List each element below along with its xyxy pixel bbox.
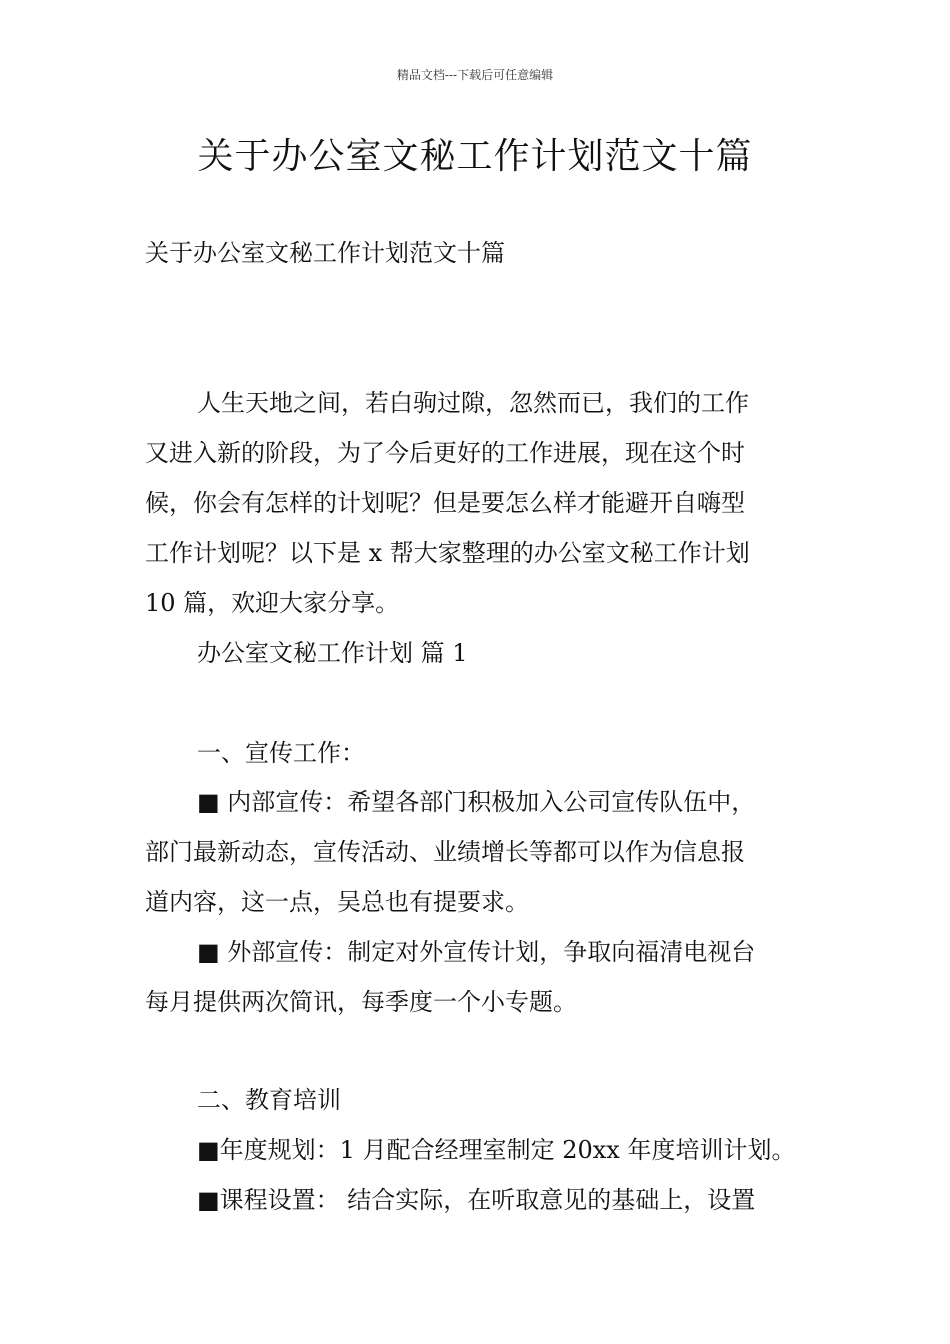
intro-line-2: 又进入新的阶段，为了今后更好的工作进展，现在这个时 bbox=[145, 439, 745, 467]
part1-heading: 一、宣传工作： bbox=[197, 739, 365, 767]
part2-item2: ■课程设置： 结合实际，在听取意见的基础上，设置 bbox=[197, 1186, 756, 1214]
intro-line-1: 人生天地之间，若白驹过隙，忽然而已，我们的工作 bbox=[197, 389, 749, 417]
intro-line-3: 候，你会有怎样的计划呢？但是要怎么样才能避开自嗨型 bbox=[145, 489, 745, 517]
document-title: 关于办公室文秘工作计划范文十篇 bbox=[197, 136, 753, 177]
part1-item1-line-1: ■ 内部宣传：希望各部门积极加入公司宣传队伍中， bbox=[197, 788, 756, 816]
section-heading: 办公室文秘工作计划 篇 1 bbox=[197, 639, 468, 667]
document-subtitle: 关于办公室文秘工作计划范文十篇 bbox=[145, 239, 505, 267]
part1-item1-line-3: 道内容，这一点，吴总也有提要求。 bbox=[145, 888, 529, 916]
part1-item2-line-1: ■ 外部宣传：制定对外宣传计划，争取向福清电视台 bbox=[197, 938, 756, 966]
page-header: 精品文档---下载后可任意编辑 bbox=[396, 68, 554, 82]
part1-item2-line-2: 每月提供两次简讯，每季度一个小专题。 bbox=[145, 988, 577, 1016]
part2-heading: 二、教育培训 bbox=[197, 1086, 341, 1114]
part1-item1-line-2: 部门最新动态，宣传活动、业绩增长等都可以作为信息报 bbox=[145, 838, 745, 866]
intro-line-4: 工作计划呢？以下是 x 帮大家整理的办公室文秘工作计划 bbox=[145, 539, 750, 567]
part2-item1: ■年度规划：1 月配合经理室制定 20xx 年度培训计划。 bbox=[197, 1136, 796, 1164]
intro-line-5: 10 篇，欢迎大家分享。 bbox=[145, 589, 400, 617]
